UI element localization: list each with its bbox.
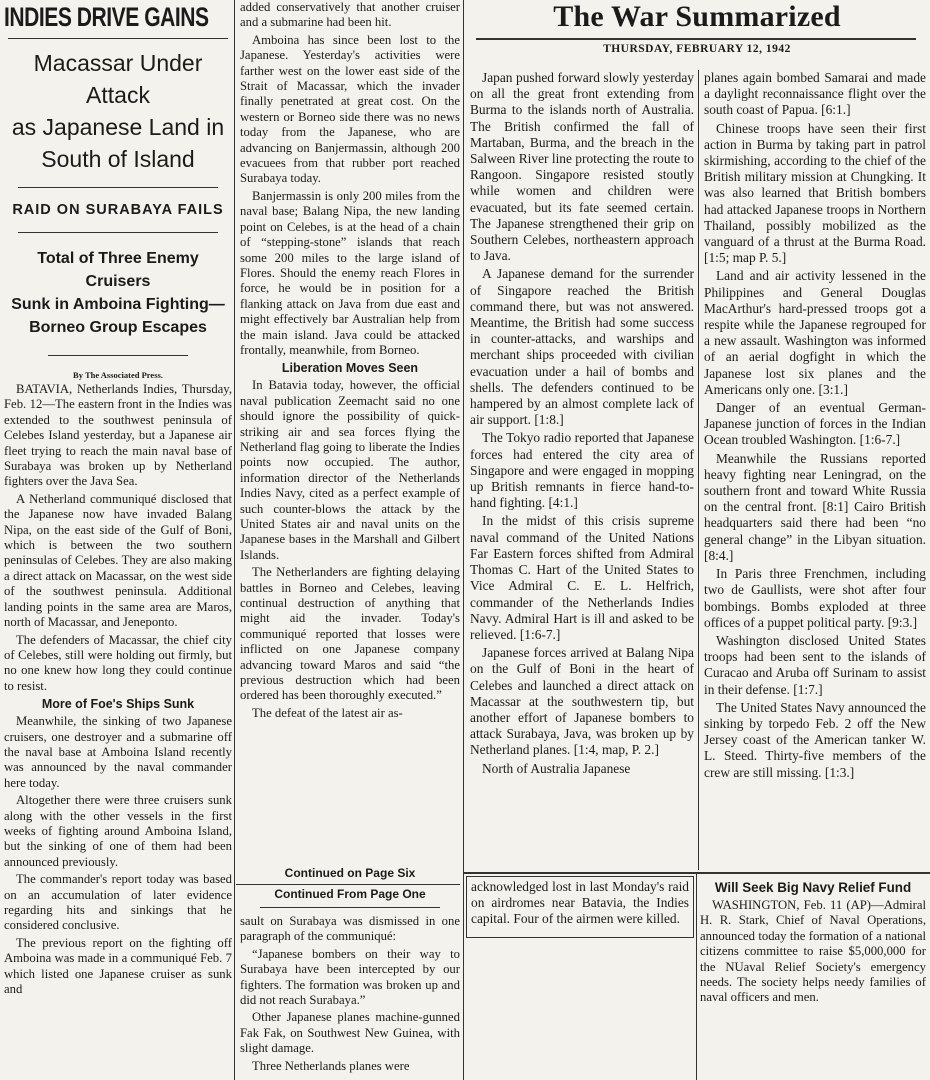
column-rule <box>463 0 464 1080</box>
paragraph: The defeat of the latest air as- <box>252 705 403 720</box>
paragraph: “Japanese bombers on their way to Surabaya have been intercepted by our fighters. The formation was broken up and did not reach Surabaya.” <box>240 946 460 1008</box>
summary-paragraph: North of Australia Japanese <box>482 760 631 776</box>
paragraph: added conservatively that another cruiser and a submarine had been hit. <box>240 0 460 30</box>
column-rule <box>698 70 699 870</box>
war-summary-title: The War Summarized <box>553 0 841 33</box>
summary-paragraph: Japanese forces arrived at Balang Nipa on the Gulf of Boni in the heart of Celebes and launched a direct attack on Macassar at the southwestern tip, but another effort of Japanese bombers to attack Surabaya, Java, was broken up by Netherland planes. [1:4, map, P. 2.] <box>470 645 694 758</box>
continuation-column <box>240 0 460 866</box>
deck-line: South of Island <box>41 146 195 172</box>
byline: By The Associated Press. <box>73 370 163 380</box>
divider <box>260 907 440 908</box>
relief-fund-headline: Will Seek Big Navy Relief Fund <box>714 880 912 895</box>
continued-from-label: Continued From Page One <box>274 887 426 901</box>
jump-line-continued-on <box>240 866 460 884</box>
paragraph: Meanwhile, the sinking of two Japanese cruisers, one destroyer and a submarine off the naval base at Amboina Island recently was announced by the naval commander here today. <box>4 714 232 790</box>
headline-deck-3 <box>4 247 232 339</box>
summary-paragraph: Land and air activity lessened in the Philippines and General Douglas MacArthur's hard-pressed troops got a respite while the Japanese regrouped for a new assault. Washington was informed of an aerial dogfight in which the Japanese lost six planes and the Americans only one. [3:1.] <box>704 268 926 397</box>
paragraph: Banjermassin is only 200 miles from the naval base; Balang Nipa, the new landing point on Celebes, is at the head of a chain of “stepping-stone” islands that reach some 200 miles to the large island of Flores. Should the enemy reach Flores in force, he would be in position for a flanking attack on Java from due east and might effectively bar Australian help from the main island. Java could be attacked frontally, meanwhile, from Borneo. <box>240 188 460 357</box>
summary-paragraph: In Paris three Frenchmen, including two de Gaullists, were shot after four bombings. Bombs exploded at three offices of a puppet political party. [9:3.] <box>704 566 926 630</box>
paragraph: The Netherlanders are fighting delaying battles in Borneo and Celebes, leaving continual destruction of anything that might aid the invader. Today's communiqué reported that losses were inflicted on one Japanese company advancing toward Maros and said “the previous destruction which had been ordered has been thoroughly executed.” <box>240 565 460 703</box>
paragraph: Three Netherlands planes were <box>252 1058 410 1073</box>
deck-line: Sunk in Amboina Fighting— <box>11 296 225 313</box>
paragraph: The defenders of Macassar, the chief city of Celebes, still were holding out firmly, but no one knew how long they could continue to resist. <box>4 632 232 693</box>
divider <box>476 38 916 40</box>
summary-paragraph: Chinese troops have seen their first action in Burma by taking part in patrol skirmishing, according to the chief of the British military mission at Chungking. It was also learned that British bombers had attacked Japanese troops in Northern Thailand, possibly mobilized as the vanguard of a thrust at the Burma Road. [1:5; map P. 5.] <box>704 120 926 266</box>
paragraph: The previous report on the fighting off Amboina was made in a communiqué Feb. 7 which listed one Japanese cruiser as sunk and <box>4 935 232 997</box>
continued-on-label: Continued on Page Six <box>284 866 416 880</box>
summary-continuation-box <box>466 876 694 938</box>
continued-from-column <box>240 887 460 1080</box>
headline-deck-1 <box>4 47 232 175</box>
paragraph: The commander's report today was based on an accumulation of later evidence regarding hits and sinkings that he considered conclusive. <box>4 872 232 933</box>
divider <box>18 232 218 233</box>
summary-paragraph: Washington disclosed United States troops had been sent to the islands of Curacao and Aruba off Surinam to assist in their defense. [1:7.] <box>704 632 926 697</box>
deck-line: Borneo Group Escapes <box>29 319 207 336</box>
paragraph: BATAVIA, Netherlands Indies, Thursday, Feb. 12—The eastern front in the Indies was extended to the southwest peninsula of Celebes Island yesterday, but a Japanese air fleet trying to reach the main naval base of Surabaya was broken up by Netherland fighters over the Java Sea. <box>4 382 232 489</box>
deck-line: Total of Three Enemy Cruisers <box>37 250 199 290</box>
summary-paragraph: Meanwhile the Russians reported heavy fighting near Leningrad, on the southern front and toward White Russia on the central front. [8:1] Cairo British headquarters said there had been “no general change” in the Libyan situation. [8:4.] <box>704 450 926 563</box>
paragraph: Amboina has since been lost to the Japanese. Yesterday's activities were farther west on the lower east side of the Strait of Macassar, which the invader finally penetrated at great cost. On the western or Borneo side there was no news today from the Japanese, who are advancing on Banjermassin, although 200 evacuees from that rubber port reached Surabaya today. <box>240 32 460 186</box>
subheading: More of Foe's Ships Sunk <box>41 697 195 712</box>
deck-line: as Japanese Land in <box>11 114 225 140</box>
lead-headline: INDIES DRIVE GAINS <box>4 2 209 32</box>
paragraph: In Batavia today, however, the official naval publication Zeemacht said no one should ignore the possibility of quick-striking air and sea forces flying the Netherland flag going to liberate the Indies points now occupied. The author, information director of the Netherlands Indies Navy, cited as a perfect example of such counter-blows the attack by the United States air and naval units on the Japanese bases in the Marshall and Gilbert Islands. <box>240 378 460 562</box>
paragraph: Altogether there were three cruisers sunk along with the other vessels in the first weeks of fighting around Amboina Island, but the sinking of one of them had been announced previously. <box>4 793 232 869</box>
summary-paragraph: Japan pushed forward slowly yesterday on all the great front extending from Burma to the islands north of Australia. The British confirmed the fall of Martaban, Burma, and the breach in the Salween River line protecting the route to Rangoon. Singapore resisted stoutly while women and children were evacuated, but its fate seemed certain. The Japanese strengthened their grip on Southern Celebes, northeastern approach to Java. <box>470 70 694 264</box>
paragraph: A Netherland communiqué disclosed that the Japanese now have invaded Balang Nipa, on the east side of the Gulf of Boni, which is between the two southern peninsulas of Celebes. They are also making a direct attack on Macassar, on the west side of the southwest peninsula. Additional landing points in the same area are Maros, north of Macassar, and Jeneponto. <box>4 491 232 630</box>
divider <box>48 355 188 356</box>
paragraph: sault on Surabaya was dismissed in one paragraph of the communiqué: <box>240 914 460 944</box>
divider <box>18 187 218 188</box>
deck-line: Macassar Under Attack <box>33 50 203 108</box>
paragraph: WASHINGTON, Feb. 11 (AP)—Admiral H. R. Stark, Chief of Naval Operations, announced today the formation of a national citizens committee to raise $5,000,000 for the NUaval Relief Society's emergency needs. The society helps needy families of naval officers and men. <box>700 898 926 1005</box>
summary-paragraph: planes again bombed Samarai and made a daylight reconnaissance flight over the south coast of Papua. [6:1.] <box>704 70 926 118</box>
divider <box>8 38 228 39</box>
summary-paragraph: acknowledged lost in last Monday's raid on airdromes near Batavia, the Indies capital. Four of the airmen were killed. <box>471 879 689 927</box>
summary-paragraph: A Japanese demand for the surrender of Singapore reached the British command there, but was not answered. Meantime, the British had some success in counter-attacks, and warships and merchant ships proceeded with civilian evacuation under a hail of bombs and shells. The defenders continued to be hampered by an almost complete lack of air support. [1:8.] <box>470 266 694 428</box>
column-rule <box>234 0 235 1080</box>
summary-paragraph: The United States Navy announced the sinking by torpedo Feb. 2 off the New Jersey coast of the American tanker W. L. Steed. Thirty-five members of the crew are still missing. [1:3.] <box>704 699 926 780</box>
divider <box>236 884 460 885</box>
divider <box>464 872 930 874</box>
subheading: Liberation Moves Seen <box>281 361 419 376</box>
headline-deck-2: RAID ON SURABAYA FAILS <box>12 202 224 218</box>
summary-paragraph: Danger of an eventual German-Japanese junction of forces in the Indian Ocean troubled Washington. [1:6-7.] <box>704 400 926 448</box>
paragraph: Other Japanese planes machine-gunned Fak Fak, on Southwest New Guinea, with slight damage. <box>240 1010 460 1056</box>
relief-fund-story <box>700 880 926 1080</box>
war-summary-column-1 <box>470 70 694 866</box>
lead-story-column <box>4 2 232 1080</box>
summary-paragraph: The Tokyo radio reported that Japanese forces had entered the city area of Singapore and were engaged in mopping up British remnants in fierce hand-to-hand fighting. [4:1.] <box>470 430 694 511</box>
war-summary-dateline: THURSDAY, FEBRUARY 12, 1942 <box>603 43 791 55</box>
column-rule <box>696 874 697 1080</box>
war-summary-column-2 <box>704 70 926 870</box>
summary-paragraph: In the midst of this crisis supreme naval command of the United Nations Far Eastern forces shifted from Admiral Thomas C. Hart of the United States to Vice Admiral C. E. L. Helfrich, commander of the Netherlands Indies Navy. Admiral Hart is ill and asked to be relieved. [1:6-7.] <box>470 513 694 642</box>
war-summary-header <box>468 0 926 70</box>
